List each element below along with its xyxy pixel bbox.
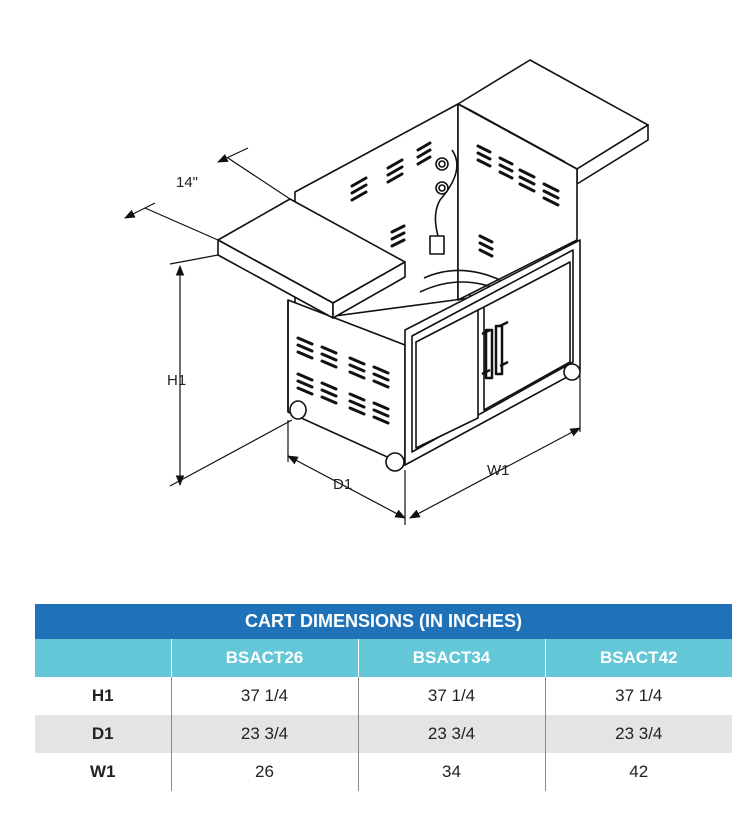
cell-d1-bsact34: 23 3/4 — [358, 715, 545, 753]
label-14in: 14" — [176, 174, 199, 191]
table-header-row — [35, 639, 732, 677]
label-h1: H1 — [167, 372, 187, 389]
table-title-row — [35, 604, 732, 639]
cell-w1-bsact34: 34 — [358, 753, 545, 791]
table-title: CART DIMENSIONS (IN INCHES) — [35, 604, 732, 639]
table-row — [35, 753, 732, 791]
header-bsact26: BSACT26 — [171, 639, 358, 677]
cell-h1-bsact34: 37 1/4 — [358, 677, 545, 715]
row-label-w1: W1 — [90, 762, 116, 781]
row-label-h1: H1 — [91, 686, 114, 705]
label-w1: W1 — [487, 462, 510, 479]
table-row — [35, 715, 732, 753]
cell-w1-bsact42: 42 — [545, 753, 732, 791]
cart-dimensions-table — [35, 604, 732, 791]
header-blank — [35, 639, 171, 677]
cart-left-side — [288, 300, 405, 465]
table-row — [35, 677, 732, 715]
header-bsact34: BSACT34 — [358, 639, 545, 677]
header-bsact42: BSACT42 — [545, 639, 732, 677]
cell-h1-bsact26: 37 1/4 — [171, 677, 358, 715]
cell-w1-bsact26: 26 — [171, 753, 358, 791]
cell-h1-bsact42: 37 1/4 — [545, 677, 732, 715]
dimension-h1 — [170, 255, 292, 486]
label-d1: D1 — [333, 476, 353, 493]
row-label-d1: D1 — [35, 715, 171, 753]
cell-d1-bsact26: 23 3/4 — [171, 715, 358, 753]
cell-d1-bsact42: 23 3/4 — [545, 715, 732, 753]
